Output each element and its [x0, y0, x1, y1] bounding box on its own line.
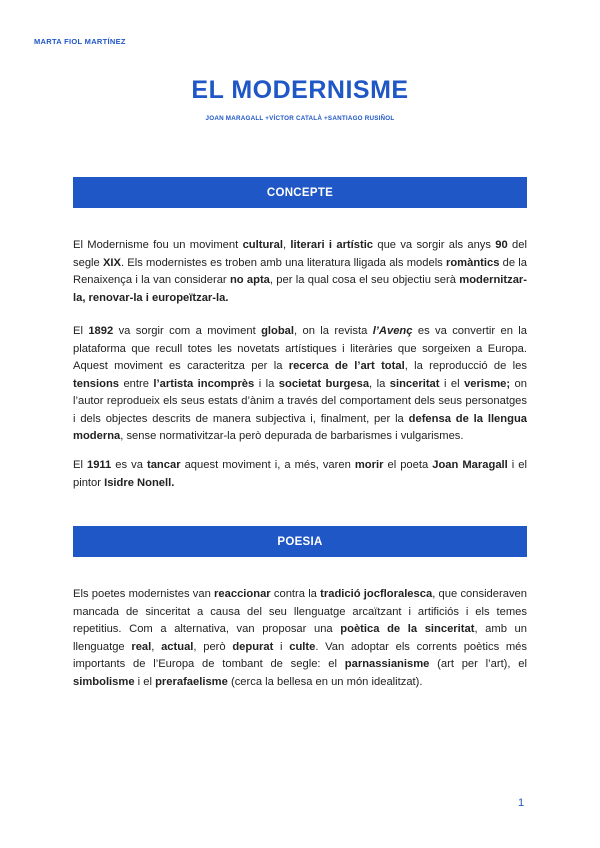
bold-text: 90: [495, 239, 508, 251]
bold-text: depurat: [232, 640, 274, 653]
bold-text: tradició jocfloralesca: [320, 588, 433, 600]
paragraph-concepte-1: El Modernisme fou un moviment cultural, literari i artístic que va sorgir als anys 90 del segle XIX. Els modernistes es troben amb una literatura lligada als models romàntics de la Renaixença i la van considerar no apta, per la qual cosa el seu objectiu serà modernitzar-la, renovar-la i europeïtzar-la.: [73, 239, 528, 304]
bold-text: cultural: [242, 239, 283, 251]
page-number: 1: [518, 797, 525, 809]
bold-text: reaccionar: [214, 588, 271, 600]
bold-text: societat burgesa: [278, 377, 370, 390]
section-heading-poesia: POESIA: [73, 526, 527, 557]
bold-text: Joan Maragall: [432, 459, 508, 471]
bold-text: l’Avenç: [372, 325, 413, 337]
bold-text: no apta: [229, 274, 270, 286]
paragraph-poesia-1: Els poetes modernistes van reaccionar contra la tradició jocfloralesca, que consideraven mancada de sinceritat a causa del seu llenguatge arcaïtzant i artificiós i els temes repetitius. Com a alternativa, van proposar una poètica de la sinceritat, amb un llenguatge real, actual, però depurat i culte. Van adoptar els corrents poètics més importants de l’Europa de tombant de segle: el parnassianisme (art per l’art), el simbolisme i el prerafaelisme (cerca la bellesa en un món idealitzat).: [73, 588, 527, 688]
bold-text: recerca de l’art total: [288, 360, 405, 372]
bold-text: XIX: [102, 256, 121, 269]
bold-text: 1911: [86, 459, 112, 471]
bold-text: parnassianisme: [344, 658, 430, 670]
paragraph-concepte-3: El 1911 es va tancar aquest moviment i, a més, varen morir el poeta Joan Maragall i el pintor Isidre Nonell.: [73, 459, 528, 489]
document-title: EL MODERNISME: [191, 76, 409, 104]
bold-text: prerafaelisme: [155, 675, 228, 688]
bold-text: tensions: [73, 377, 120, 390]
bold-text: culte: [289, 640, 316, 653]
bold-text: sinceritat: [389, 377, 440, 390]
bold-text: morir: [354, 459, 384, 471]
bold-text: global: [261, 325, 295, 337]
bold-text: Isidre Nonell.: [104, 476, 175, 489]
bold-text: simbolisme: [73, 675, 135, 688]
bold-text: real: [131, 640, 152, 653]
document-subtitle: JOAN MARAGALL +VÍCTOR CATALÀ +SANTIAGO RUSIÑOL: [205, 115, 395, 122]
bold-text: poètica de la sinceritat: [340, 623, 475, 635]
bold-text: 1892: [88, 325, 114, 337]
bold-text: defensa de la llengua moderna: [73, 412, 528, 442]
paragraph-concepte-2: El 1892 va sorgir com a moviment global, on la revista l’Avenç es va convertir en la plataforma que recull totes les novetats artístiques i literàries que sorgeixen a Europa. Aquest moviment es caracteritza per la recerca de l’art total, la reproducció de les tensions entre l’artista incomprès i la societat burgesa, la sinceritat i el verisme; on l’autor reprodueix els seus estats d’ànim a través del comportament dels seus personatges i dels objectes descrits de manera subjectiva i, finalment, per la defensa de la llengua moderna, sense normativitzar-la però depurada de barbarismes i vulgarismes.: [73, 325, 528, 442]
bold-text: literari i artístic: [290, 239, 374, 251]
bold-text: romàntics: [445, 256, 500, 269]
bold-text: l’artista incomprès: [153, 377, 255, 390]
bold-text: tancar: [146, 459, 181, 471]
bold-text: modernitzar-la, renovar-la i europeïtzar-la.: [73, 274, 528, 304]
author-name: MARTA FIOL MARTÍNEZ: [34, 37, 126, 46]
bold-text: actual: [161, 640, 194, 653]
bold-text: verisme;: [464, 377, 511, 390]
section-heading-concepte: CONCEPTE: [73, 177, 527, 208]
